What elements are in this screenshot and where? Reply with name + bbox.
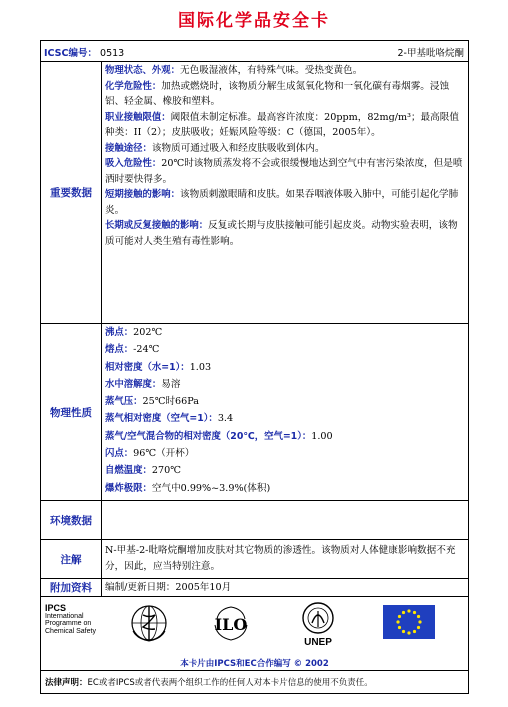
section-notes — [41, 540, 468, 579]
unep-emblem-icon — [297, 601, 339, 637]
physical-item: 相对密度（水=1）：1.03 — [105, 361, 212, 373]
section-label-additional: 附加资料 — [41, 579, 102, 596]
eu-flag-icon — [383, 605, 435, 639]
physical-item: 自燃温度：270℃ — [105, 465, 181, 477]
physical-item: 蒸气压：25℃时66Pa — [105, 396, 200, 408]
svg-text:ILO: ILO — [214, 615, 248, 634]
eu-star-icon — [407, 609, 410, 612]
logos-row — [41, 597, 468, 671]
important-item: 化学危险性：加热或燃烧时，该物质分解生成氮氧化物和一氧化碳有毒烟雾。浸蚀铝、轻金属、橡胶和塑料。 — [105, 80, 450, 107]
icsc-id-label: ICSC编号： — [44, 48, 97, 59]
section-additional — [41, 579, 468, 597]
chemical-name: 2-甲基吡咯烷酮 — [397, 48, 464, 59]
legal-row — [41, 671, 468, 693]
legal-label: 法律声明： — [45, 678, 88, 688]
physical-item: 蒸气相对密度（空气=1）：3.4 — [105, 413, 234, 425]
unep-label: UNEP — [304, 637, 332, 648]
eu-star-icon — [402, 611, 405, 614]
eu-star-icon — [418, 620, 421, 623]
physical-item: 蒸气/空气混合物的相对密度（20℃，空气=1）：1.00 — [105, 430, 333, 442]
environment-content — [102, 501, 468, 539]
icsc-card — [40, 40, 469, 694]
physical-item: 熔点：-24℃ — [105, 344, 160, 356]
section-environment — [41, 501, 468, 540]
important-item: 接触途径：该物质可通过吸入和经皮肤吸收到体内。 — [105, 142, 325, 154]
card-title: 国际化学品安全卡 — [178, 11, 330, 31]
section-label-environment: 环境数据 — [41, 501, 102, 539]
eu-star-icon — [417, 626, 420, 629]
physical-item: 闪点：96℃（开杯） — [105, 448, 195, 460]
eu-star-icon — [417, 615, 420, 618]
section-physical — [41, 324, 468, 501]
notes-content: N-甲基-2-吡咯烷酮增加皮肤对其它物质的渗透性。该物质对人体健康影响数据不充分，因此，应当特别注意。 — [105, 545, 456, 572]
important-item: 长期或反复接触的影响：反复或长期与皮肤接触可能引起皮炎。动物实验表明，该物质可能对人类生殖有毒性影响。 — [105, 220, 458, 247]
important-item: 吸入危险性：20℃时该物质蒸发将不会或很缓慢地达到空气中有害污染浓度，但是喷洒时要快得多。 — [105, 158, 463, 185]
section-label-physical: 物理性质 — [41, 324, 102, 500]
header-row — [41, 41, 468, 62]
ilo-emblem-icon — [211, 603, 251, 643]
icsc-id — [44, 45, 124, 59]
eu-star-icon — [407, 631, 410, 634]
who-emblem-icon — [129, 603, 169, 643]
credit-line: 本卡片由IPCS和EC合作编写 © 2002 — [180, 659, 329, 669]
eu-star-icon — [413, 630, 416, 633]
icsc-id-value: 0513 — [100, 48, 125, 59]
eu-star-icon — [398, 626, 401, 629]
physical-item: 爆炸极限：空气中0.99%~3.9%(体积) — [105, 482, 271, 494]
section-label-important: 重要数据 — [41, 62, 102, 323]
important-item: 职业接触限值：阈限值未制定标准。最高容许浓度：20ppm，82mg/m³；最高限值种类：II（2）；皮肤吸收；妊娠风险等级：C（德国，2005年）。 — [105, 111, 459, 138]
eu-star-icon — [413, 611, 416, 614]
physical-item: 沸点：202℃ — [105, 327, 163, 338]
physical-content — [102, 324, 468, 500]
additional-content: 编制/更新日期：2005年10月 — [105, 582, 232, 593]
ipcs-logo: IPCS International Programme on Chemical Safety — [45, 603, 96, 635]
section-label-notes: 注解 — [41, 540, 102, 578]
important-item: 物理状态、外观：无色吸湿液体，有特殊气味。受热变黄色。 — [105, 65, 363, 76]
section-important — [41, 62, 468, 324]
important-content — [102, 62, 468, 323]
eu-star-icon — [398, 615, 401, 618]
eu-star-icon — [396, 620, 399, 623]
important-item: 短期接触的影响：该物质刺激眼睛和皮肤。如果吞咽液体吸入肺中，可能引起化学肺炎。 — [105, 189, 459, 216]
physical-item: 水中溶解度：易溶 — [105, 378, 181, 390]
eu-star-icon — [402, 630, 405, 633]
legal-text: EC或者IPCS或者代表两个组织工作的任何人对本卡片信息的使用不负责任。 — [87, 678, 373, 688]
